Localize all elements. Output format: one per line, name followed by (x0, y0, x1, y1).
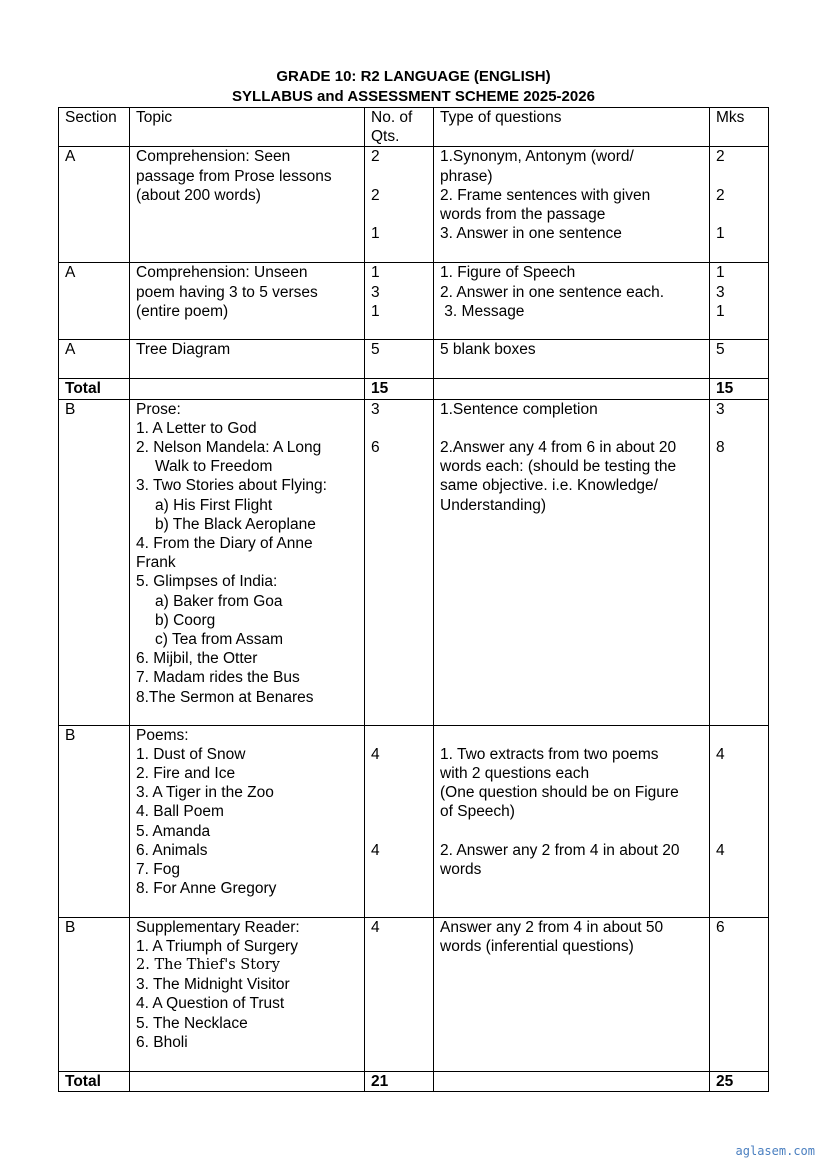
empty-cell (434, 1071, 710, 1091)
section-cell: A (59, 340, 130, 379)
topic-cell: Poems: 1. Dust of Snow 2. Fire and Ice 3. A Tiger in the Zoo 4. Ball Poem 5. Amanda 6. Animals 7. Fog 8. For Anne Gregory (130, 725, 365, 917)
table-row (59, 263, 769, 340)
section-cell: A (59, 263, 130, 340)
topic-cell: Comprehension: Unseen poem having 3 to 5 verses (entire poem) (130, 263, 365, 340)
mks-cell: 2 2 1 (710, 147, 769, 263)
total-label: Total (59, 1071, 130, 1091)
empty-cell (130, 1071, 365, 1091)
type-cell: 1.Synonym, Antonym (word/ phrase) 2. Frame sentences with given words from the passage 3. Answer in one sentence (434, 147, 710, 263)
topic-cell: Comprehension: Seen passage from Prose lessons (about 200 words) (130, 147, 365, 263)
total-qts: 21 (365, 1071, 434, 1091)
table-header-row (59, 108, 769, 147)
header-qts: No. of Qts. (365, 108, 434, 147)
mks-cell: 6 (710, 917, 769, 1071)
mks-cell: 4 4 (710, 725, 769, 917)
table-row (59, 917, 769, 1071)
section-cell: B (59, 399, 130, 725)
mks-cell: 5 (710, 340, 769, 379)
header-type: Type of questions (434, 108, 710, 147)
section-cell: B (59, 917, 130, 1071)
qts-cell: 1 3 1 (365, 263, 434, 340)
type-cell: 5 blank boxes (434, 340, 710, 379)
syllabus-table (58, 107, 769, 1092)
section-cell: A (59, 147, 130, 263)
topic-cell: Tree Diagram (130, 340, 365, 379)
topic-cell: Prose: 1. A Letter to God 2. Nelson Mandela: A Long Walk to Freedom 3. Two Stories about Flying: a) His First Flight b) The Black Aeroplane 4. From the Diary of Anne Frank 5. Glimpses of India: a) Baker from Goa b) Coorg c) Tea from Assam 6. Mijbil, the Otter 7. Madam rides the Bus 8.The Sermon at Benares (130, 399, 365, 725)
header-mks: Mks (710, 108, 769, 147)
qts-cell: 4 (365, 917, 434, 1071)
header-section: Section (59, 108, 130, 147)
document-title: GRADE 10: R2 LANGUAGE (ENGLISH) (276, 68, 551, 85)
table-row (59, 147, 769, 263)
type-cell: 1. Two extracts from two poems with 2 questions each (One question should be on Figure of Speech) 2. Answer any 2 from 4 in about 20 words (434, 725, 710, 917)
mks-cell: 1 3 1 (710, 263, 769, 340)
total-mks: 25 (710, 1071, 769, 1091)
qts-cell: 5 (365, 340, 434, 379)
table-row (59, 725, 769, 917)
empty-cell (130, 379, 365, 399)
total-row (59, 1071, 769, 1091)
type-cell: 1. Figure of Speech 2. Answer in one sentence each. 3. Message (434, 263, 710, 340)
total-label: Total (59, 379, 130, 399)
empty-cell (434, 379, 710, 399)
qts-cell: 3 6 (365, 399, 434, 725)
topic-cell: Supplementary Reader: 1. A Triumph of Surgery 2. The Thief's Story 3. The Midnight Visitor 4. A Question of Trust 5. The Necklace 6. Bholi (130, 917, 365, 1071)
type-cell: Answer any 2 from 4 in about 50 words (inferential questions) (434, 917, 710, 1071)
mks-cell: 3 8 (710, 399, 769, 725)
type-cell: 1.Sentence completion 2.Answer any 4 from 6 in about 20 words each: (should be testing the same objective. i.e. Knowledge/ Understanding) (434, 399, 710, 725)
section-cell: B (59, 725, 130, 917)
total-qts: 15 (365, 379, 434, 399)
table-row (59, 340, 769, 379)
total-row (59, 379, 769, 399)
header-topic: Topic (130, 108, 365, 147)
watermark-footer: aglasem.com (735, 1144, 815, 1158)
qts-cell: 2 2 1 (365, 147, 434, 263)
total-mks: 15 (710, 379, 769, 399)
table-row (59, 399, 769, 725)
qts-cell: 4 4 (365, 725, 434, 917)
document-subtitle: SYLLABUS and ASSESSMENT SCHEME 2025-2026 (232, 88, 595, 105)
